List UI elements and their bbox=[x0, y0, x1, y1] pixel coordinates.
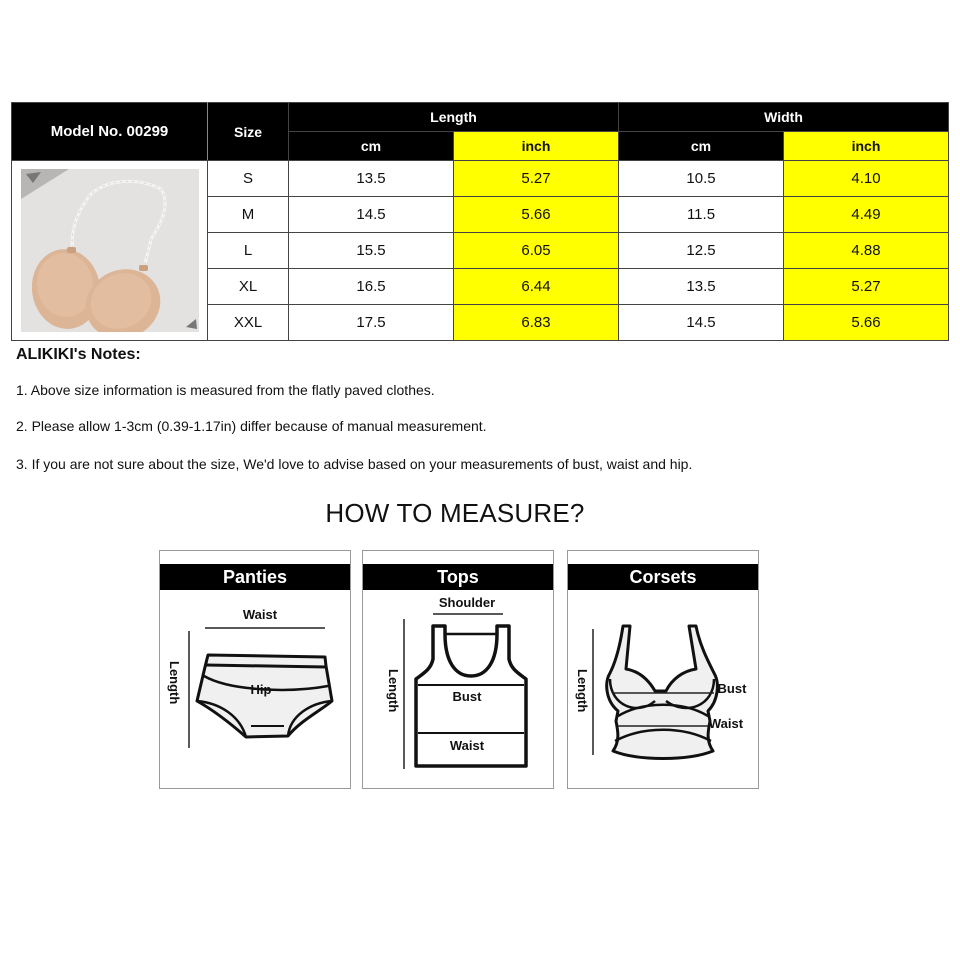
width-inch-cell: 4.88 bbox=[784, 233, 949, 269]
size-header: Size bbox=[208, 103, 289, 161]
waist-label: Waist bbox=[708, 716, 744, 731]
size-chart-table bbox=[11, 102, 949, 341]
length-cm-cell: 17.5 bbox=[289, 305, 454, 341]
size-cell: L bbox=[208, 233, 289, 269]
length-inch-cell: 6.44 bbox=[454, 269, 619, 305]
panties-diagram-icon bbox=[160, 551, 350, 788]
product-photo-cell bbox=[12, 161, 208, 341]
length-cm-cell: 13.5 bbox=[289, 161, 454, 197]
width-inch-cell: 5.66 bbox=[784, 305, 949, 341]
length-inch-cell: 5.66 bbox=[454, 197, 619, 233]
table-row bbox=[12, 161, 949, 197]
corsets-card bbox=[567, 550, 759, 789]
width-cm-cell: 13.5 bbox=[619, 269, 784, 305]
length-cm-cell: 16.5 bbox=[289, 269, 454, 305]
bust-label: Bust bbox=[452, 689, 482, 704]
bust-label: Bust bbox=[717, 681, 747, 696]
width-cm-cell: 12.5 bbox=[619, 233, 784, 269]
size-cell: XXL bbox=[208, 305, 289, 341]
corset-diagram-icon bbox=[568, 551, 758, 788]
how-to-measure-title: HOW TO MEASURE? bbox=[325, 498, 585, 528]
length-label: Length bbox=[167, 661, 182, 705]
waist-label: Waist bbox=[449, 738, 485, 753]
length-inch-cell: 6.05 bbox=[454, 233, 619, 269]
notes-title: ALIKIKI's Notes: bbox=[16, 346, 141, 363]
length-cm-cell: 14.5 bbox=[289, 197, 454, 233]
width-inch-cell: 4.10 bbox=[784, 161, 949, 197]
length-inch-cell: 5.27 bbox=[454, 161, 619, 197]
width-inch-header: inch bbox=[784, 132, 949, 161]
card-title: Tops bbox=[363, 564, 553, 590]
card-title: Panties bbox=[160, 564, 350, 590]
length-label: Length bbox=[386, 669, 401, 713]
size-cell: XL bbox=[208, 269, 289, 305]
length-cm-header: cm bbox=[289, 132, 454, 161]
adhesive-bra-image bbox=[21, 169, 199, 332]
product-photo bbox=[21, 169, 199, 332]
shoulder-label: Shoulder bbox=[438, 595, 496, 610]
size-cell: M bbox=[208, 197, 289, 233]
length-label: Length bbox=[575, 669, 590, 713]
notes-section bbox=[16, 346, 693, 472]
waist-label: Waist bbox=[242, 607, 278, 622]
model-number-header: Model No. 00299 bbox=[12, 103, 208, 161]
width-inch-cell: 4.49 bbox=[784, 197, 949, 233]
note-item: 1. Above size information is measured from the flatly paved clothes. bbox=[16, 382, 435, 398]
length-cm-cell: 15.5 bbox=[289, 233, 454, 269]
width-inch-cell: 5.27 bbox=[784, 269, 949, 305]
card-title: Corsets bbox=[568, 564, 758, 590]
panties-card bbox=[159, 550, 351, 789]
width-group-header: Width bbox=[619, 103, 949, 132]
length-inch-header: inch bbox=[454, 132, 619, 161]
width-cm-cell: 11.5 bbox=[619, 197, 784, 233]
hip-label: Hip bbox=[250, 682, 272, 697]
width-cm-cell: 10.5 bbox=[619, 161, 784, 197]
tops-card bbox=[362, 550, 554, 789]
note-item: 3. If you are not sure about the size, We'd love to advise based on your measurements of bust, waist and hip. bbox=[16, 456, 693, 472]
length-inch-cell: 6.83 bbox=[454, 305, 619, 341]
width-cm-header: cm bbox=[619, 132, 784, 161]
length-group-header: Length bbox=[289, 103, 619, 132]
width-cm-cell: 14.5 bbox=[619, 305, 784, 341]
size-cell: S bbox=[208, 161, 289, 197]
note-item: 2. Please allow 1-3cm (0.39-1.17in) differ because of manual measurement. bbox=[16, 418, 487, 434]
tank-top-diagram-icon bbox=[363, 551, 553, 788]
